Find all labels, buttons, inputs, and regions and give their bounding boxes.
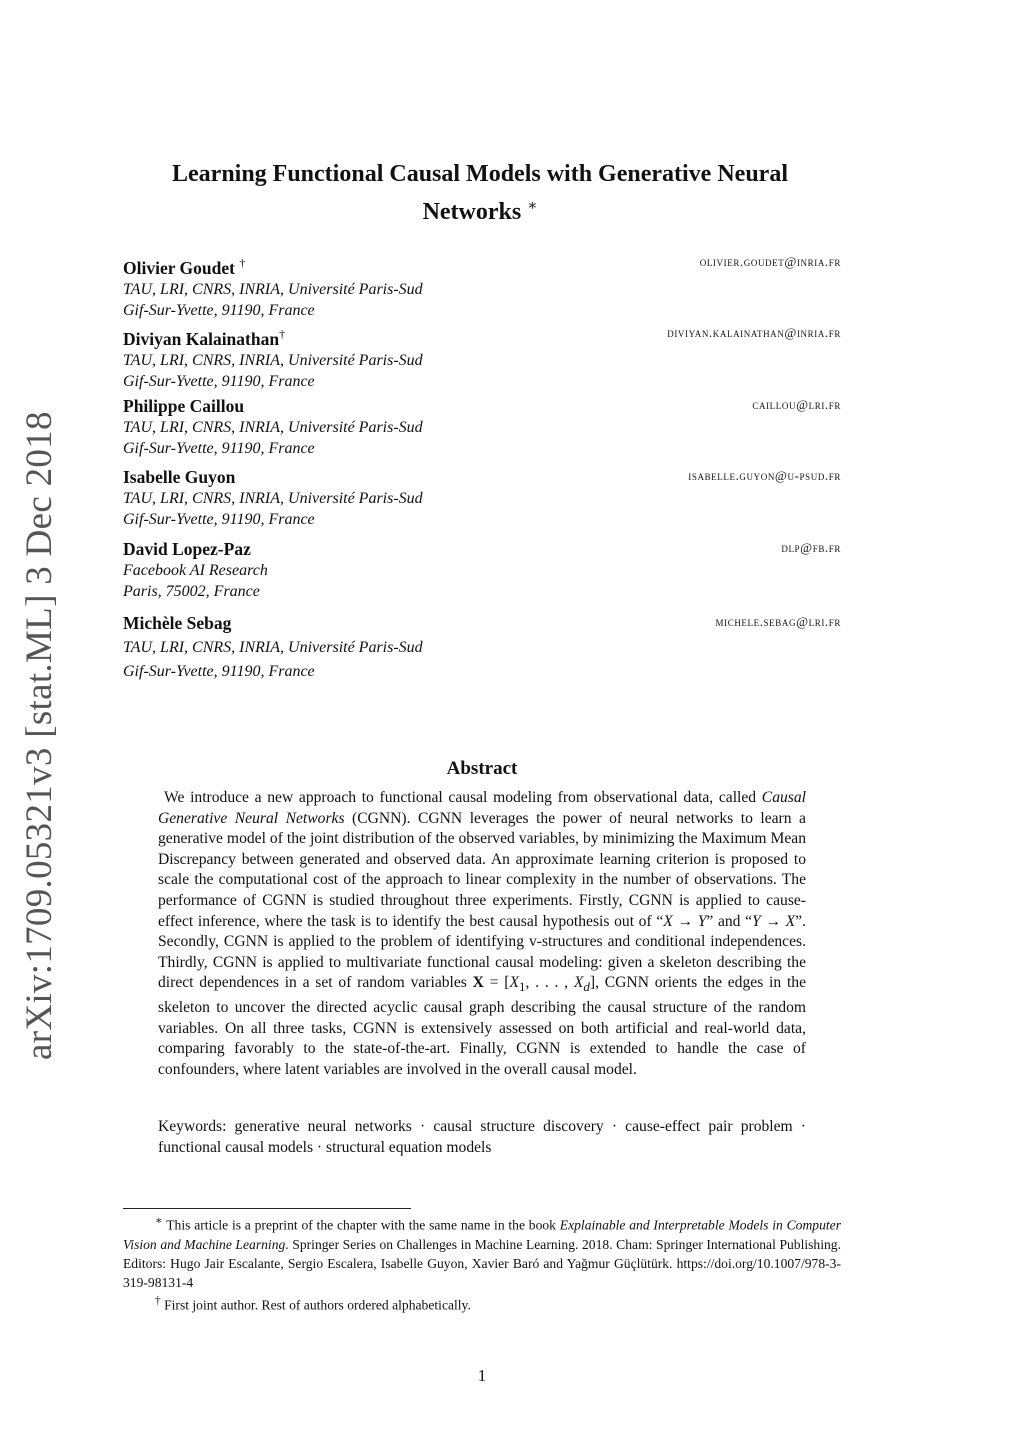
author-block <box>123 612 843 682</box>
author-email[interactable]: dlp@fb.fr <box>781 540 841 555</box>
author-footnote-mark: † <box>279 327 286 341</box>
title-footnote-mark: ∗ <box>527 198 538 214</box>
author-address: Paris, 75002, France <box>123 583 260 600</box>
author-email[interactable]: isabelle.guyon@u-psud.fr <box>688 468 841 483</box>
author-email[interactable]: michele.sebag@lri.fr <box>715 614 841 629</box>
author-name: Philippe Caillou <box>123 396 245 416</box>
author-affiliation: TAU, LRI, CNRS, INRIA, Université Paris-Sud <box>123 280 423 298</box>
author-name: Isabelle Guyon <box>123 467 236 487</box>
author-block <box>123 252 843 321</box>
abstract-heading: Abstract <box>446 758 518 779</box>
page-number: 1 <box>477 1366 487 1385</box>
author-email[interactable]: caillou@lri.fr <box>752 397 841 412</box>
footnotes <box>123 1212 841 1314</box>
author-name: David Lopez-Paz <box>123 539 251 559</box>
author-name: Olivier Goudet <box>123 257 235 278</box>
book-title: Explainable and Interpretable Models in Computer Vision and Machine Learning <box>123 1217 841 1252</box>
author-affiliation: Facebook AI Research <box>123 562 268 579</box>
author-address: Gif-Sur-Yvette, 91190, France <box>123 372 315 390</box>
author-affiliation: TAU, LRI, CNRS, INRIA, Université Paris-Sud <box>123 639 423 656</box>
author-block <box>123 538 843 602</box>
footnote-2: † First joint author. Rest of authors ordered alphabetically. <box>155 1294 471 1313</box>
author-affiliation: TAU, LRI, CNRS, INRIA, Université Paris-Sud <box>123 490 423 507</box>
footnote-rule <box>123 1208 411 1209</box>
author-name: Diviyan Kalainathan <box>123 328 280 349</box>
author-name: Michèle Sebag <box>123 613 232 633</box>
cgnn-full-name: Causal Generative Neural Networks <box>158 789 806 827</box>
author-address: Gif-Sur-Yvette, 91190, France <box>123 511 315 528</box>
title-line-1: Learning Functional Causal Models with Generative Neural <box>172 161 788 187</box>
author-block <box>123 395 843 459</box>
title-line-2: Networks <box>422 199 522 225</box>
author-address: Gif-Sur-Yvette, 91190, France <box>123 440 315 457</box>
author-affiliation: TAU, LRI, CNRS, INRIA, Université Paris-Sud <box>123 419 423 436</box>
abstract-body: We introduce a new approach to functional causal modeling from observational data, called Causal Generative Neural Networks (CGNN). CGNN leverages the power of neural networks to learn a generative model of the joint distribution of the observed variables, by minimizing the Maximum Mean Discrepancy between generated and observed data. An approximate learning criterion is proposed to scale the computational cost of the approach to linear complexity in the number of observations. The performance of CGNN is studied throughout three experiments. Firstly, CGNN is applied to cause-effect inference, where the task is to identify the best causal hypothesis out of “X → Y” and “Y → X”. Secondly, CGNN is applied to the problem of identifying v-structures and conditional independences. Thirdly, CGNN is applied to multivariate functional causal modeling: given a skeleton describing the direct dependences in a set of random variables $X = [X_1$, . . . , $X_d$], CGNN orients the edges in the skeleton to uncover the directed acyclic causal graph describing the causal structure of the random variables. On all three tasks, CGNN is extensively assessed on both artificial and real-world data, comparing favorably to the state-of-the-art. Finally, CGNN is extended to handle the case of confounders, where latent variables are involved in the overall causal model. <box>158 789 806 1078</box>
arxiv-identifier-stamp: arXiv:1709.05321v3 [stat.ML] 3 Dec 2018 <box>19 411 60 1060</box>
footnote-1: ∗ This article is a preprint of the chapter with the same name in the book Explainable and Interpretable Models in Computer Vision and Machine Learning. Springer Series on Challenges in Machine Learning. 2018. Cham: Springer International Publishing. Editors: Hugo Jair Escalante, Sergio Escalera, Isabelle Guyon, Xavier Baró and Yağmur Güçlütürk. https://doi.org/10.1007/978-3-319-98131-4 <box>123 1215 842 1290</box>
paper-title <box>130 158 830 228</box>
author-address: Gif-Sur-Yvette, 91190, France <box>123 301 315 319</box>
author-affiliation: TAU, LRI, CNRS, INRIA, Université Paris-Sud <box>123 351 423 369</box>
author-email[interactable]: diviyan.kalainathan@inria.fr <box>667 325 841 340</box>
author-block <box>123 323 843 392</box>
author-email[interactable]: olivier.goudet@inria.fr <box>699 254 841 269</box>
keywords: Keywords: generative neural networks · causal structure discovery · cause-effect pair problem · functional causal models · structural equation models <box>158 1118 806 1156</box>
vector-symbol: X <box>472 974 484 992</box>
author-block <box>123 466 843 530</box>
author-address: Gif-Sur-Yvette, 91190, France <box>123 663 315 680</box>
author-footnote-mark: † <box>239 256 246 270</box>
